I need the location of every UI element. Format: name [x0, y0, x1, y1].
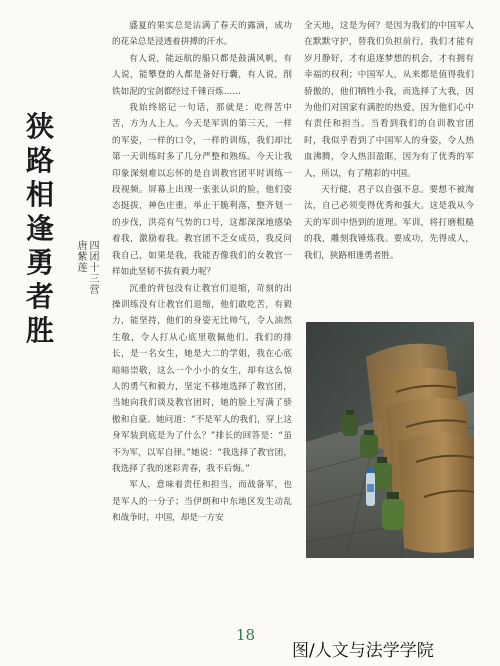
page-number: 18 [236, 626, 256, 644]
backpacks-and-canteens-photo [306, 322, 474, 558]
article-column-1 [112, 18, 292, 570]
paragraph: 沉重的背包没有让教官们退缩，苛刻的出操训练没有让教官们退缩，他们敢吃苦，有毅力，能坚持，他们的身姿无比帅气，令人油然生敬，令人打从心底里敬佩他们。我们的排长，是一名女生，她是大二的学姐，我在心底暗暗崇敬，这么一个小小的女生，却有这么惊人的勇气和毅力，坚定不移地选择了教官团，当她向我们谈及教官团时，她的脸上写满了骄傲和自豪。她问道：“不是军人的我们，穿上这身军装到底是为了什么？”排长的回答是：“虽不为军，以军自律。”她说：“我选择了教官团，我选择了我的迷彩青春，我不后悔。” [112, 283, 292, 474]
paragraph: 我始终铭记一句话，那就是：吃得苦中苦，方为人上人。今天是军训的第三天，一样的军姿，一样的口令，一样的训练，我们却比第一天训练时多了几分严整和熟练。今天让我印象深刻难以忘怀的是自训教官团平时训练一段视频。屏幕上出现一张张认识的脸，他们姿态挺拔，神色庄重，举止干脆利落，整齐划一的步伐，洪亮有气势的口号，这都深深地感染着我，激励着我。教官团不乏女成员，我反问我自己，如果是我，我能否像我们的女教官一样如此坚韧不拔有毅力呢？ [112, 103, 292, 278]
article-title: 狭路相逢勇者胜 [25, 110, 54, 347]
water-bottle-icon [366, 468, 375, 506]
byline-unit: 四团十三营 [87, 240, 98, 295]
photo-illustration [306, 322, 474, 558]
paragraph: 有人说，能远航的船只都是鼓满风帆，有人说，能攀登的人都是备好行囊，有人说，削铁如泥的宝剑都经过千锤百炼…… [112, 53, 292, 97]
paragraph: 盛夏的果实总是沾满了春天的露滴，成功的花朵总是浸透着拼搏的汗水。 [112, 21, 292, 48]
article-column-2 [304, 18, 474, 313]
byline [74, 240, 98, 295]
byline-author: 唐紫莲 [75, 240, 86, 273]
paragraph: 全天地，这是为何？是因为我们的中国军人在默默守护，替我们负担前行，我们才能有岁月静好，才有追逐梦想的机会，才有拥有幸福的权利；中国军人，从来都是值得我们骄傲的，他们牺牲小我，而选择了大我，因为他们对国家有满腔的热爱，因为他们心中有责任和担当。当看到我们的自训教官团时，我似乎看到了中国军人的身姿，令人热血沸腾，令人热泪盈眶，因为有了优秀的军人，所以，有了精彩的中国。 [304, 21, 474, 179]
paragraph: 军人，意味着责任和担当，而战备军，也是军人的一分子；当伊朗和中东地区发生动乱和战争时，中国，却是一方安 [112, 480, 292, 524]
photo-credit: 图/人文与法学学院 [292, 641, 434, 661]
paragraph: 天行健，君子以自强不息。要想不被淘汰，自己必须变得优秀和强大。这是我从今天的军训中悟到的道理。军训，将打磨粗糙的我，雕刻我锤炼我。要成功，先得成人，我们，狭路相逢勇者胜。 [304, 185, 474, 261]
